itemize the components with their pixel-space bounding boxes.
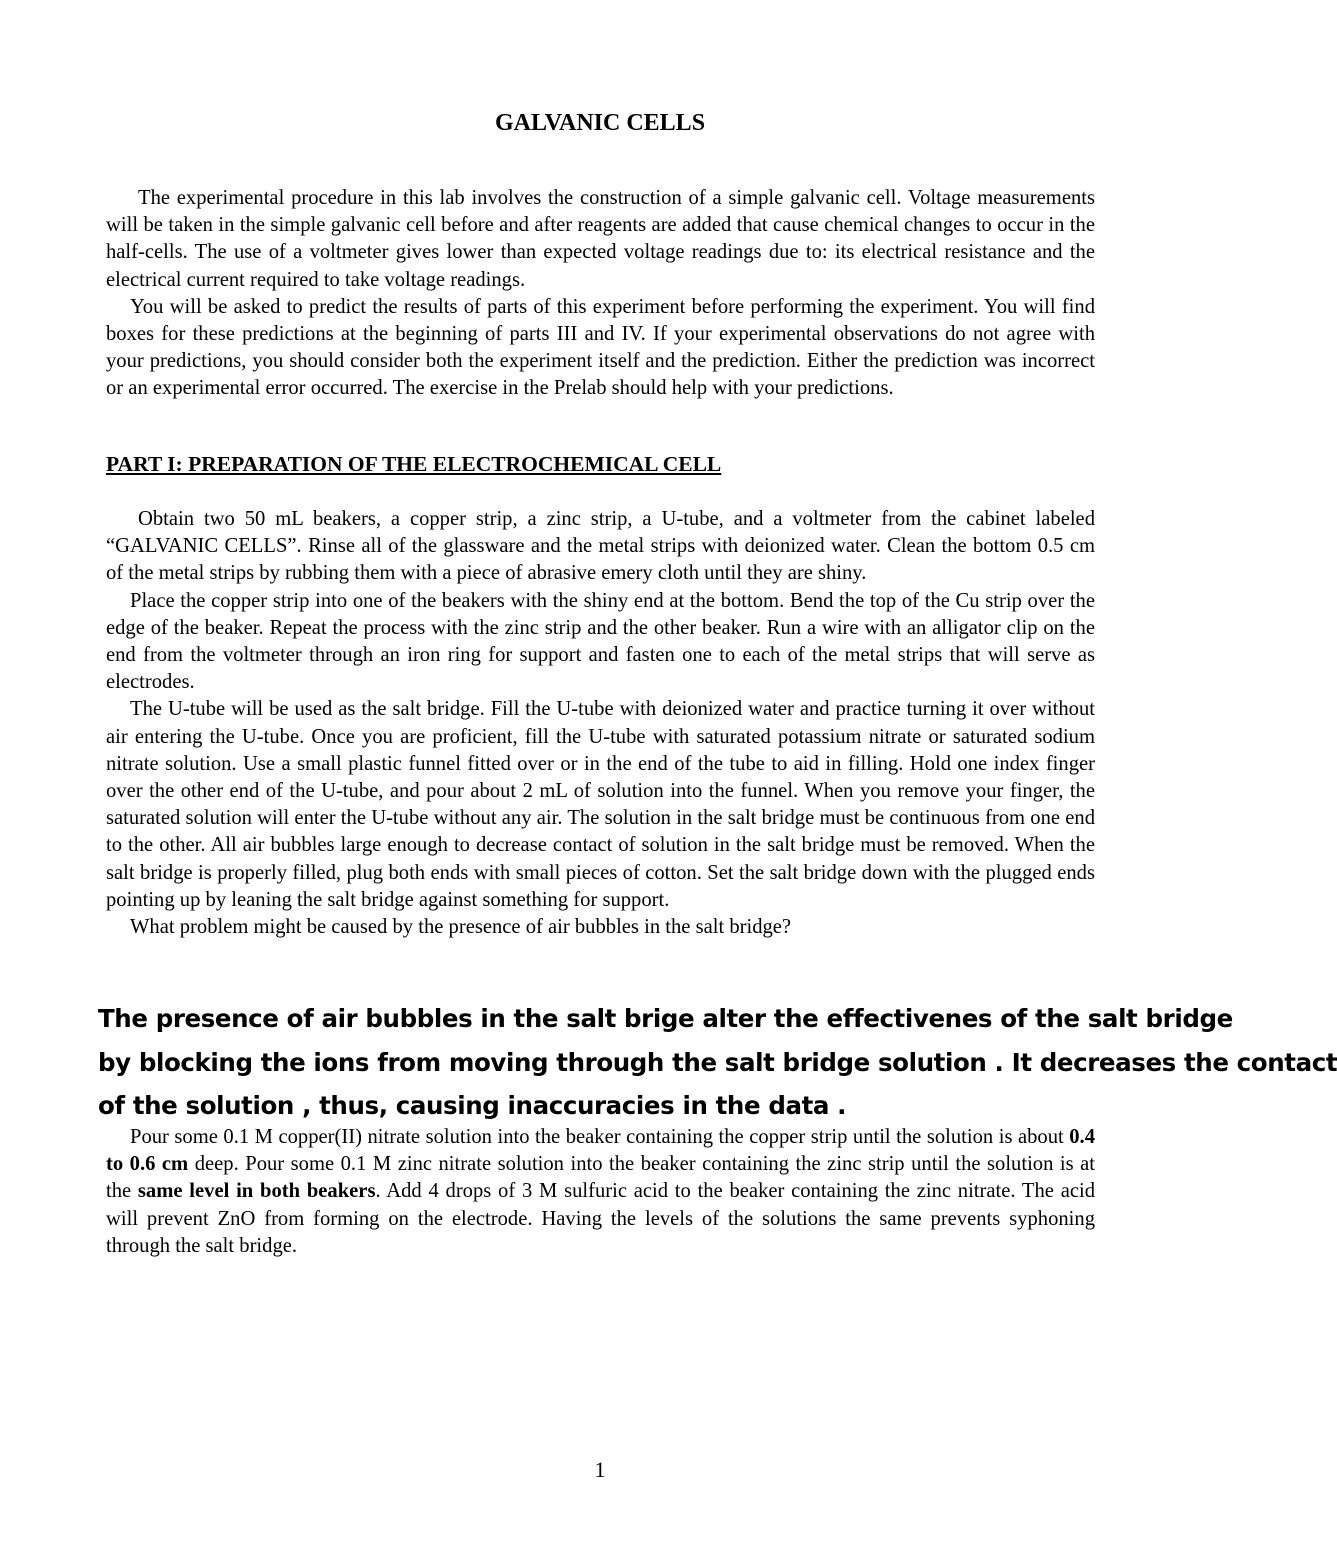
handwritten-answer-line-1: The presence of air bubbles in the salt brige alter the effectivenes of the salt bridge — [98, 1004, 1233, 1033]
part1-section — [106, 506, 1095, 941]
part1-section-continued — [106, 1124, 1095, 1260]
part1-paragraph-2: Place the copper strip into one of the beakers with the shiny end at the bottom. Bend the top of the Cu strip over the edge of the beaker. Repeat the process with the zinc strip and the other beaker. Run a wire with an alligator clip on the end from the voltmeter through an iron ring for support and fasten one to each of the metal strips that will serve as electrodes. — [106, 589, 1095, 694]
intro-paragraph-2: You will be asked to predict the results of parts of this experiment before performing the experiment. You will find boxes for these predictions at the beginning of parts III and IV. If your experimental observations do not agree with your predictions, you should consider both the experiment itself and the prediction. Either the prediction was incorrect or an experimental error occurred. The exercise in the Prelab should help with your predictions. — [106, 295, 1095, 400]
intro-section — [106, 185, 1095, 403]
salt-bridge-question: What problem might be caused by the presence of air bubbles in the salt bridge? — [130, 916, 792, 939]
page-title: GALVANIC CELLS — [494, 110, 706, 136]
part1-paragraph-1: Obtain two 50 mL beakers, a copper strip, a zinc strip, a U-tube, and a voltmeter from the cabinet labeled “GALVANIC CELLS”. Rinse all of the glassware and the metal strips with deionized water. Clean the bottom 0.5 cm of the metal strips by rubbing them with a piece of abrasive emery cloth until they are shiny. — [106, 508, 1095, 585]
handwritten-answer-line-2: by blocking the ions from moving through the salt bridge solution . It decreases the contact — [98, 1048, 1337, 1077]
part1-heading: PART I: PREPARATION OF THE ELECTROCHEMICAL CELL — [106, 452, 722, 476]
p4-depth-to: to — [106, 1153, 130, 1176]
p4-text-c: deep. Pour some 0.1 M zinc nitrate solution into the beaker containing the zinc strip until the solution is at the — [106, 1153, 1096, 1203]
handwritten-answer-line-3: of the solution , thus, causing inaccuracies in the data . — [98, 1091, 847, 1120]
p4-text-a: Pour some 0.1 M copper(II) nitrate solution into the beaker containing the copper strip until the solution is about — [130, 1126, 1070, 1148]
p4-depth-high: 0.6 cm — [129, 1153, 189, 1176]
part1-paragraph-3: The U-tube will be used as the salt bridge. Fill the U-tube with deionized water and practice turning it over without air entering the U-tube. Once you are proficient, fill the U-tube with saturated potassium nitrate or saturated sodium nitrate solution. Use a small plastic funnel fitted over or in the end of the tube to aid in filling. Hold one index finger over the other end of the U-tube, and pour about 2 mL of solution into the funnel. When you remove your finger, the saturated solution will enter the U-tube without any air. The solution in the salt bridge must be continuous from one end to the other. All air bubbles large enough to decrease contact of solution in the salt bridge must be removed. When the salt bridge is properly filled, plug both ends with small pieces of cotton. Set the salt bridge down with the plugged ends pointing up by leaning the salt bridge against something for support. — [106, 698, 1095, 911]
p4-text-e: . Add 4 drops of 3 M sulfuric acid to the beaker containing the zinc nitrate. The acid will prevent ZnO from forming on the electrode. Having the levels of the solutions the same prevents syphoning through the salt bridge. — [106, 1180, 1095, 1257]
page-number: 1 — [594, 1457, 606, 1482]
p4-depth-low: 0.4 — [1069, 1126, 1095, 1148]
p4-same-level: same level in both beakers — [137, 1180, 376, 1203]
part1-paragraph-4 — [106, 1124, 1095, 1260]
intro-paragraph-1: The experimental procedure in this lab involves the construction of a simple galvanic cell. Voltage measurements will be taken in the simple galvanic cell before and after reagents are added that cause chemical changes to occur in the half-cells. The use of a voltmeter gives lower than expected voltage readings due to: its electrical resistance and the electrical current required to take voltage readings. — [106, 187, 1095, 291]
